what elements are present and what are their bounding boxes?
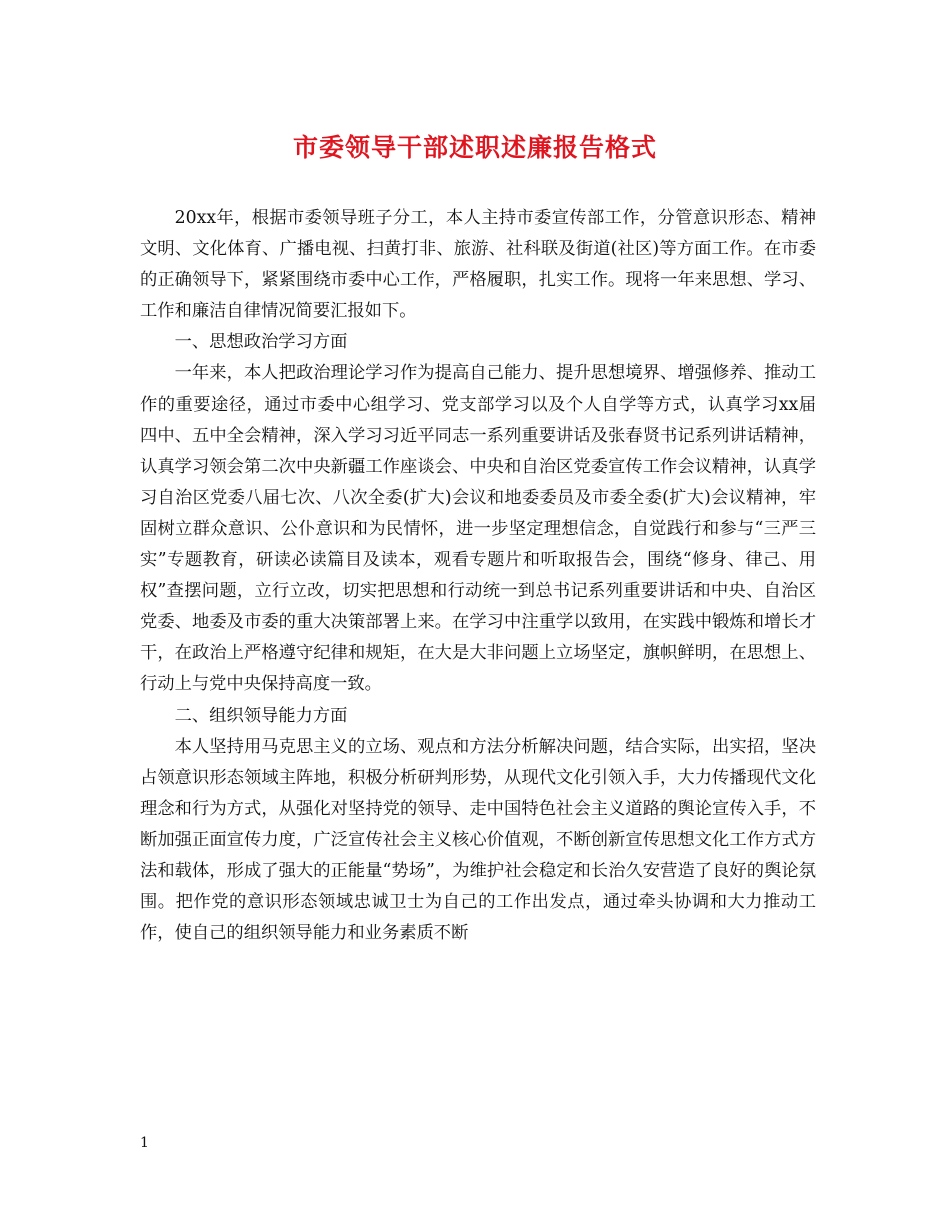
paragraph-intro: 20xx年，根据市委领导班子分工，本人主持市委宣传部工作，分管意识形态、精神文明、文化体育、广播电视、扫黄打非、旅游、社科联及街道(社区)等方面工作。在市委的正确领导下，紧紧围绕市委中心工作，严格履职，扎实工作。现将一年来思想、学习、工作和廉洁自律情况简要汇报如下。 [140,208,816,322]
document-title: 市委领导干部述职述廉报告格式 [292,133,657,162]
page-number: 1 [140,1135,149,1151]
section-heading-1: 一、思想政治学习方面 [174,332,348,353]
paragraph-section-2: 本人坚持用马克思主义的立场、观点和方法分析解决问题，结合实际，出实招，坚决占领意识形态领域主阵地，积极分析研判形势，从现代文化引领入手，大力传播现代文化理念和行为方式，从强化对坚持党的领导、走中国特色社会主义道路的舆论宣传入手，不断加强正面宣传力度，广泛宣传社会主义核心价值观，不断创新宣传思想文化工作方式方法和载体，形成了强大的正能量“势场”，为维护社会稳定和长治久安营造了良好的舆论氛围。把作党的意识形态领域忠诚卫士为自己的工作出发点，通过牵头协调和大力推动工作，使自己的组织领导能力和业务素质不断 [140,736,816,944]
section-heading-2: 二、组织领导能力方面 [174,705,348,726]
paragraph-section-1: 一年来，本人把政治理论学习作为提高自己能力、提升思想境界、增强修养、推动工作的重要途径，通过市委中心组学习、党支部学习以及个人自学等方式，认真学习xx届四中、五中全会精神，深入学习习近平同志一系列重要讲话及张春贤书记系列讲话精神，认真学习领会第二次中央新疆工作座谈会、中央和自治区党委宣传工作会议精神，认真学习自治区党委八届七次、八次全委(扩大)会议和地委委员及市委全委(扩大)会议精神，牢固树立群众意识、公仆意识和为民情怀，进一步坚定理想信念，自觉践行和参与“三严三实”专题教育，研读必读篇目及读本，观看专题片和听取报告会，围绕“修身、律己、用权”查摆问题，立行立改，切实把思想和行动统一到总书记系列重要讲话和中央、自治区党委、地委及市委的重大决策部署上来。在学习中注重学以致用，在实践中锻炼和增长才干，在政治上严格遵守纪律和规矩，在大是大非问题上立场坚定，旗帜鲜明，在思想上、行动上与党中央保持高度一致。 [140,363,816,695]
document-body [140,203,816,949]
